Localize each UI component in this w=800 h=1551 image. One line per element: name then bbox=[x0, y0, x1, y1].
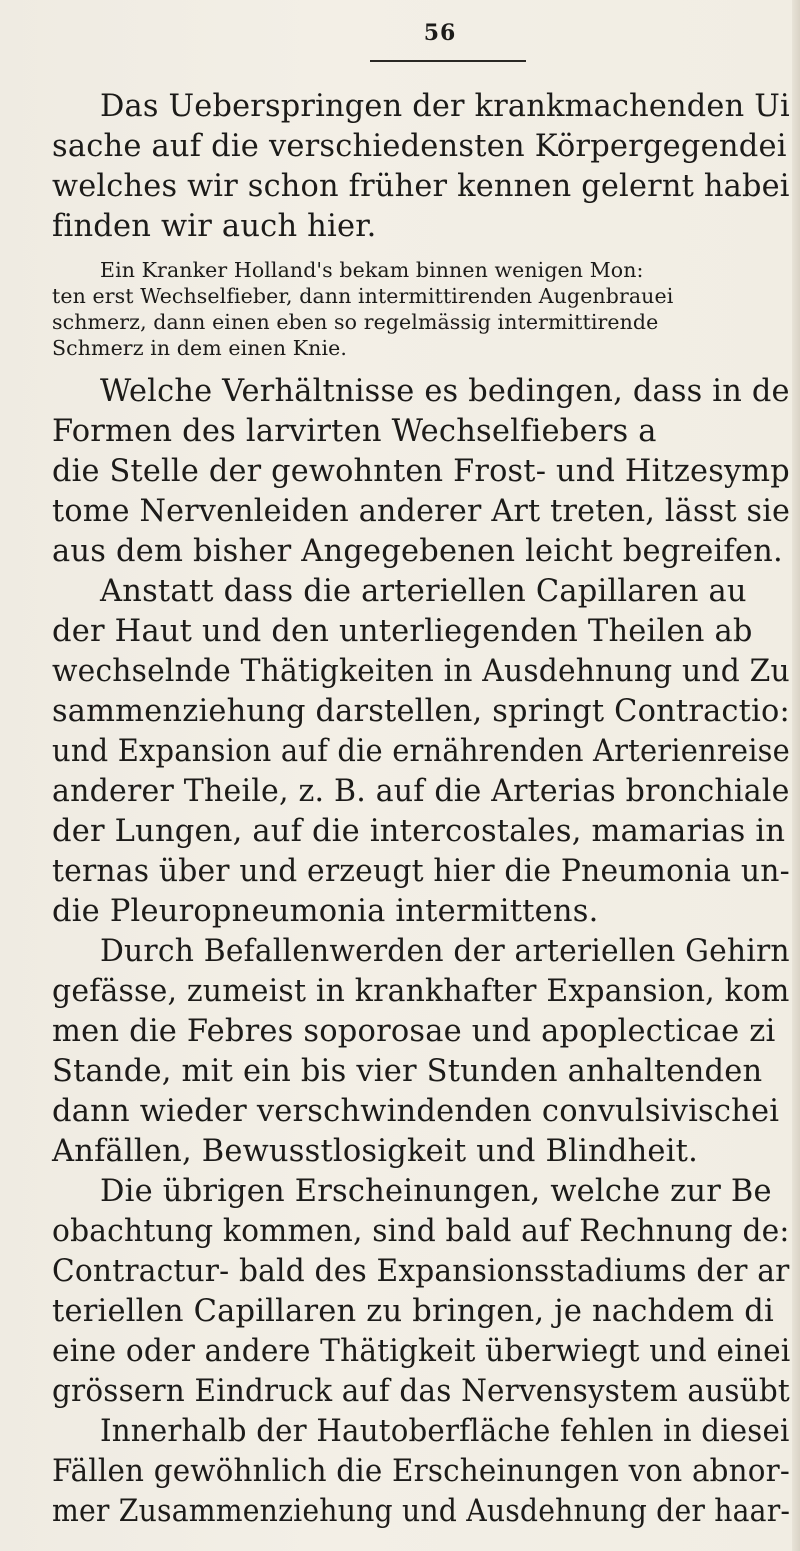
paragraph-3-line: die Pleuropneumonia intermittens. bbox=[52, 894, 599, 929]
paragraph-1-line: Das Ueberspringen der krankmachenden Ui bbox=[100, 89, 790, 124]
case-note-line: Ein Kranker Holland's bekam binnen wenigen Mon: bbox=[100, 258, 644, 282]
paragraph-5-line: Contractur- bald des Expansionsstadiums der ar bbox=[52, 1254, 790, 1289]
paragraph-1-line: sache auf die verschiedensten Körpergegendei bbox=[52, 129, 787, 164]
paragraph-4-line: dann wieder verschwindenden convulsivischei bbox=[52, 1094, 780, 1129]
paragraph-1-line: welches wir schon früher kennen gelernt habei bbox=[52, 169, 790, 204]
page-number: 56 bbox=[423, 20, 457, 46]
paragraph-4-line: Stande, mit ein bis vier Stunden anhaltenden bbox=[52, 1054, 763, 1089]
paragraph-5-line: eine oder andere Thätigkeit überwiegt und einei bbox=[52, 1334, 791, 1369]
paragraph-4-line: Durch Befallenwerden der arteriellen Gehirn bbox=[100, 934, 790, 969]
paragraph-6-line: Innerhalb der Hautoberfläche fehlen in diesei bbox=[100, 1414, 790, 1449]
paragraph-5-line: grössern Eindruck auf das Nervensystem ausübt bbox=[52, 1374, 790, 1409]
paragraph-2-line: Formen des larvirten Wechselfiebers a bbox=[52, 414, 657, 449]
case-note-line: Schmerz in dem einen Knie. bbox=[52, 336, 347, 360]
paragraph-2-line: die Stelle der gewohnten Frost- und Hitzesymp bbox=[52, 454, 790, 489]
paragraph-5-line: teriellen Capillaren zu bringen, je nachdem di bbox=[52, 1294, 774, 1329]
paragraph-6-line: mer Zusammenziehung und Ausdehnung der haar- bbox=[52, 1494, 791, 1529]
paragraph-4-line: men die Febres soporosae und apoplecticae zi bbox=[52, 1014, 776, 1049]
paragraph-1-line: finden wir auch hier. bbox=[52, 209, 377, 244]
page-edge-shadow bbox=[792, 0, 800, 1551]
paragraph-2-line: Welche Verhältnisse es bedingen, dass in de bbox=[100, 374, 790, 409]
paragraph-5-line: obachtung kommen, sind bald auf Rechnung de: bbox=[52, 1214, 790, 1249]
paragraph-2-line: aus dem bisher Angegebenen leicht begreifen. bbox=[52, 534, 783, 569]
paragraph-3-line: und Expansion auf die ernährenden Arterienreise bbox=[52, 734, 790, 769]
paragraph-3-line: sammenziehung darstellen, springt Contractio: bbox=[52, 694, 790, 729]
paragraph-6-line: Fällen gewöhnlich die Erscheinungen von abnor- bbox=[52, 1454, 791, 1489]
paragraph-2-line: tome Nervenleiden anderer Art treten, lässt sie bbox=[52, 494, 791, 529]
paragraph-3-line: Anstatt dass die arteriellen Capillaren au bbox=[100, 574, 747, 609]
paragraph-4-line: Anfällen, Bewusstlosigkeit und Blindheit. bbox=[52, 1134, 698, 1169]
paragraph-3-line: der Haut und den unterliegenden Theilen ab bbox=[52, 614, 753, 649]
paragraph-4-line: gefässe, zumeist in krankhafter Expansion, kom bbox=[52, 974, 790, 1009]
paragraph-3-line: wechselnde Thätigkeiten in Ausdehnung und Zu bbox=[52, 654, 790, 689]
paragraph-3-line: anderer Theile, z. B. auf die Arterias bronchiale bbox=[52, 774, 790, 809]
case-note-line: schmerz, dann einen eben so regelmässig intermittirende bbox=[52, 310, 659, 334]
paragraph-3-line: der Lungen, auf die intercostales, mamarias in bbox=[52, 814, 786, 849]
paragraph-3-line: ternas über und erzeugt hier die Pneumonia un- bbox=[52, 854, 790, 889]
paragraph-5-line: Die übrigen Erscheinungen, welche zur Be bbox=[100, 1174, 772, 1209]
header-rule bbox=[370, 60, 526, 62]
case-note-line: ten erst Wechselfieber, dann intermittirenden Augenbrauei bbox=[52, 284, 674, 308]
